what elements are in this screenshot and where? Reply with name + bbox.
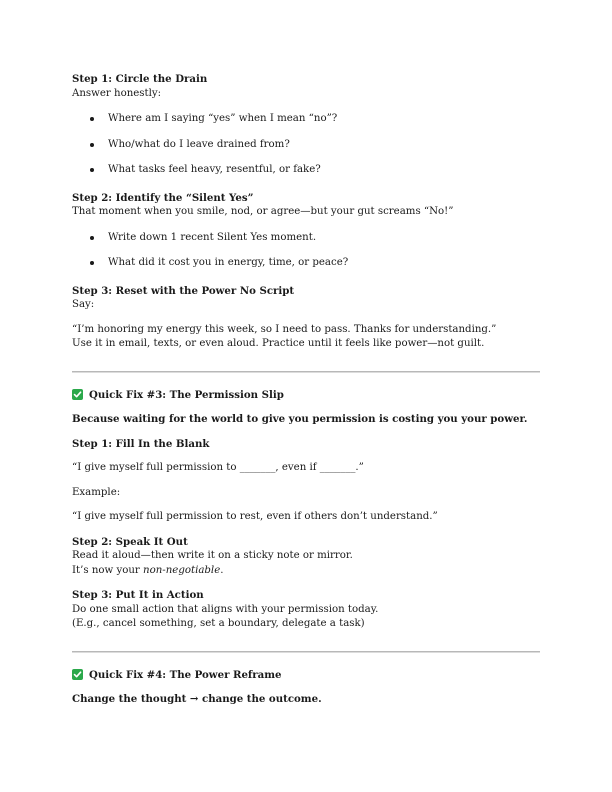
bullet-icon	[90, 117, 94, 121]
power-no-script-note: Use it in email, texts, or even aloud. Practice until it feels like power—not guilt.	[72, 338, 485, 349]
fix3-step3-line2: (E.g., cancel something, set a boundary, delegate a task)	[72, 618, 365, 629]
check-mark-button-icon	[72, 669, 83, 680]
example-label: Example:	[72, 486, 121, 498]
list-item: Write down 1 recent Silent Yes moment.	[72, 231, 540, 246]
list-item: Where am I saying “yes” when I mean “no”?	[72, 112, 540, 127]
bullet-icon	[90, 261, 94, 265]
fix3-step3-heading: Step 3: Put It in Action	[72, 589, 204, 601]
step3-intro: Say:	[72, 299, 95, 310]
fix3-step1-heading: Step 1: Fill In the Blank	[72, 437, 210, 450]
quick-fix-4-tagline: Change the thought → change the outcome.	[72, 693, 322, 705]
quick-fix-4-heading: Quick Fix #4: The Power Reframe	[72, 668, 540, 683]
step1-bullet-list	[72, 112, 540, 178]
quick-fix-3-tagline: Because waiting for the world to give you permission is costing you your power.	[72, 413, 528, 425]
check-mark-button-icon	[72, 389, 83, 400]
document-page	[72, 72, 540, 707]
permission-template: “I give myself full permission to _______, even if _______.”	[72, 462, 364, 473]
quick-fix-3-heading: Quick Fix #3: The Permission Slip	[72, 388, 540, 403]
list-item: What tasks feel heavy, resentful, or fake?	[72, 163, 540, 178]
fix3-step2-heading: Step 2: Speak It Out	[72, 535, 188, 548]
bullet-icon	[90, 143, 94, 147]
fix3-step3-line1: Do one small action that aligns with your permission today.	[72, 603, 379, 615]
bullet-icon	[90, 168, 94, 172]
step1-heading: Step 1: Circle the Drain	[72, 73, 208, 85]
example-text: “I give myself full permission to rest, even if others don’t understand.”	[72, 511, 438, 522]
fix3-step2-line2: It’s now your non-negotiable.	[72, 564, 224, 576]
bullet-icon	[90, 236, 94, 240]
fix3-step2-line1: Read it aloud—then write it on a sticky note or mirror.	[72, 550, 353, 561]
list-item: Who/what do I leave drained from?	[72, 138, 540, 153]
step2-heading: Step 2: Identify the “Silent Yes”	[72, 191, 254, 204]
step2-bullet-list	[72, 231, 540, 271]
step2-intro: That moment when you smile, nod, or agree—but your gut screams “No!”	[72, 206, 454, 217]
step1-intro: Answer honestly:	[72, 87, 162, 99]
power-no-script-quote: “I’m honoring my energy this week, so I need to pass. Thanks for understanding.”	[72, 323, 497, 335]
list-item: What did it cost you in energy, time, or peace?	[72, 256, 540, 271]
step3-heading: Step 3: Reset with the Power No Script	[72, 284, 295, 297]
